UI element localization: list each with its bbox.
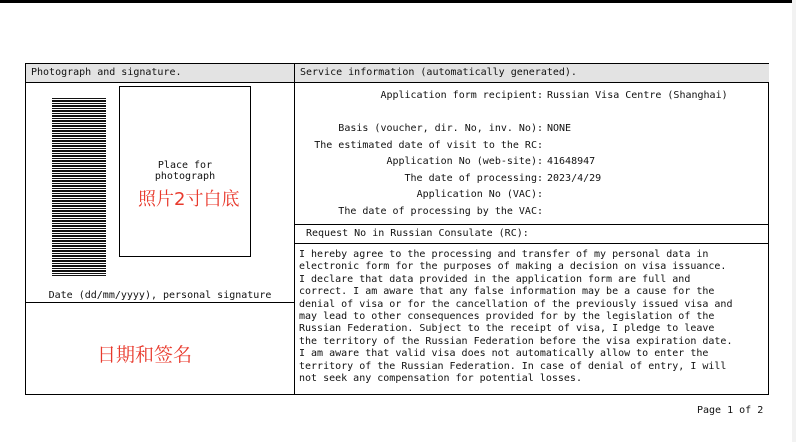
service-row-value: NONE bbox=[547, 123, 572, 134]
declaration-line: may lead to other consequences provided for by the legislation of the bbox=[299, 311, 715, 323]
service-row bbox=[295, 172, 769, 186]
service-row-label: Application No (web-site): bbox=[386, 156, 543, 167]
service-row-label: The estimated date of visit to the RC: bbox=[314, 140, 543, 151]
service-row bbox=[295, 139, 769, 153]
service-row bbox=[295, 188, 769, 202]
service-row-value: Russian Visa Centre (Shanghai) bbox=[547, 90, 728, 101]
rc-request-label: Request No in Russian Consulate (RC): bbox=[306, 228, 529, 239]
photo-placeholder-box bbox=[119, 86, 251, 257]
service-row bbox=[295, 122, 769, 136]
service-row-value: 2023/4/29 bbox=[547, 173, 602, 184]
service-row bbox=[295, 155, 769, 169]
declaration-line: electronic form for the purposes of making a decision on visa issuance. bbox=[299, 261, 727, 273]
declaration-line: I declare that data provided in the application form are full and bbox=[299, 273, 691, 285]
rc-divider-top bbox=[295, 224, 769, 225]
service-row bbox=[295, 205, 769, 219]
declaration-line: Russian Federation. Subject to the receipt of visa, I pledge to leave bbox=[299, 323, 715, 335]
service-row-label: Basis (voucher, dir. No, inv. No): bbox=[338, 123, 543, 134]
service-row-label: The date of processing: bbox=[404, 173, 543, 184]
service-row-label: Application No (VAC): bbox=[416, 189, 543, 200]
top-rule bbox=[0, 0, 796, 3]
declaration-text bbox=[299, 249, 767, 385]
right-edge-shade bbox=[792, 0, 796, 442]
declaration-line: not seek any compensation for potential losses. bbox=[299, 373, 582, 385]
signature-divider bbox=[26, 302, 294, 303]
form-table bbox=[25, 63, 769, 395]
declaration-line: denial of visa or for the cancellation of the previously issued visa and bbox=[299, 298, 733, 310]
photo-section-header: Photograph and signature. bbox=[26, 64, 294, 83]
declaration-line: I hereby agree to the processing and transfer of my personal data in bbox=[299, 249, 709, 260]
photo-annotation: 照片2寸白底 bbox=[138, 189, 240, 210]
rc-divider-bottom bbox=[295, 243, 769, 244]
barcode-image bbox=[52, 98, 106, 276]
signature-caption: Date (dd/mm/yyyy), personal signature bbox=[48, 290, 272, 301]
page-number: Page 1 of 2 bbox=[697, 405, 764, 416]
declaration-line: correct. I am aware that any false information may be a cause for the bbox=[299, 286, 715, 298]
photo-placeholder-line-1: Place for bbox=[157, 160, 213, 171]
photo-placeholder-text bbox=[120, 160, 250, 182]
signature-annotation: 日期和签名 bbox=[97, 344, 193, 366]
column-divider bbox=[294, 64, 295, 394]
service-row-label: The date of processing by the VAC: bbox=[338, 206, 543, 217]
declaration-line: the territory of the Russian Federation before the visa expiration date. bbox=[299, 335, 733, 347]
service-row-value: 41648947 bbox=[547, 156, 596, 167]
declaration-line: territory of the Russian Federation. In case of denial of entry, I will bbox=[299, 360, 727, 372]
service-section-header: Service information (automatically generated). bbox=[295, 64, 769, 83]
service-row-label: Application form recipient: bbox=[380, 90, 543, 101]
declaration-line: I am aware that valid visa does not automatically allow to enter the bbox=[299, 348, 709, 360]
photo-placeholder-line-2: photograph bbox=[154, 171, 216, 182]
service-row bbox=[295, 89, 769, 103]
